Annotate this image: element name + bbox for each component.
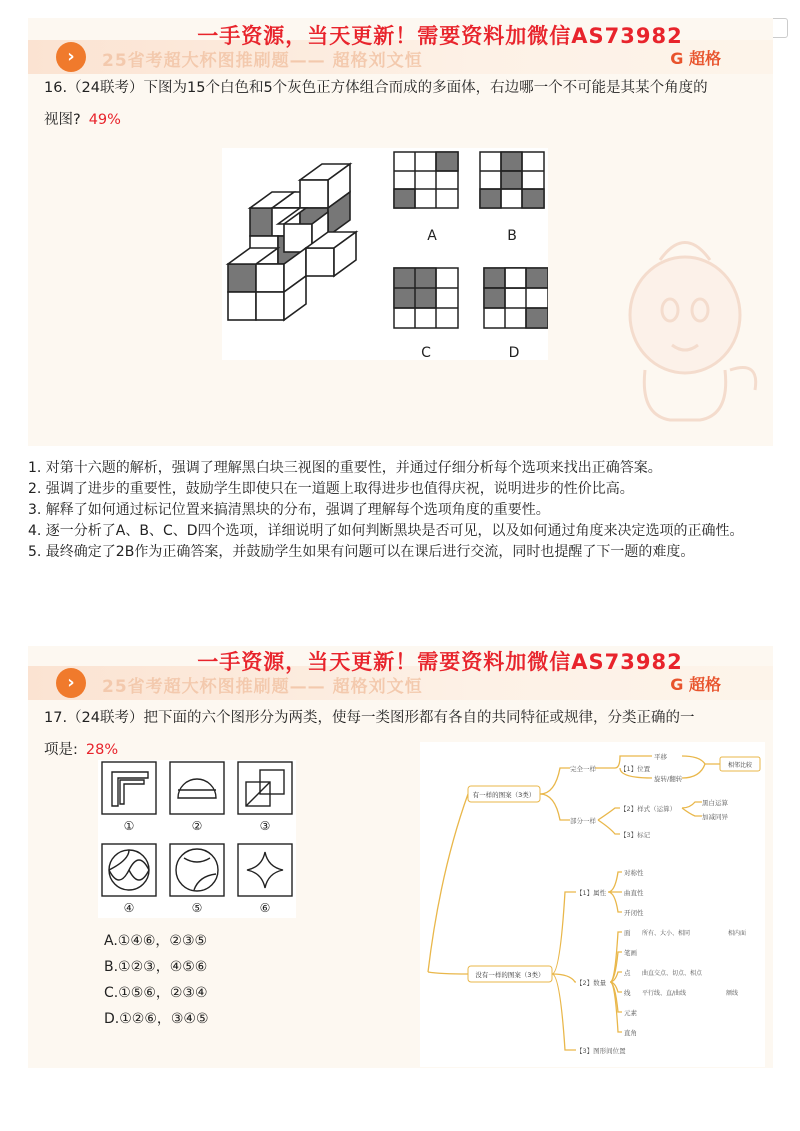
mindmap-node: 平行线、直/曲线 — [642, 990, 687, 997]
option-b[interactable]: B.①②③，④⑤⑥ — [104, 959, 208, 975]
arrow-icon: › — [56, 42, 86, 72]
figure-label: ① — [123, 819, 135, 833]
accuracy-rate: 49% — [88, 112, 121, 128]
mindmap-node: 完全一样 — [570, 765, 596, 773]
figure-label: ④ — [123, 901, 135, 915]
note-item: 5. 最终确定了2B作为正确答案，并鼓励学生如果有问题可以在课后进行交流，同时也提醒了下一题的难度。 — [28, 544, 695, 560]
question-16-text — [44, 72, 759, 136]
question-16-line2: 视图? — [44, 112, 81, 128]
mindmap-node: 曲直交点、切点、相点 — [642, 970, 703, 977]
mindmap-node: 没有一样的图案（3类） — [475, 971, 545, 979]
mindmap-node: 点 — [624, 969, 631, 977]
mindmap-node: 旋转/翻转 — [654, 775, 683, 783]
mindmap-node: 所有、大小、相同 — [642, 930, 691, 937]
ad-text: 一手资源，当天更新！需要资料加微信AS73982 — [197, 24, 683, 48]
mindmap-node: 黑白运算 — [702, 799, 728, 807]
six-figures — [98, 760, 296, 918]
mindmap-node: 额线 — [726, 990, 739, 997]
question-16-line1: 16.（24联考）下图为15个白色和5个灰色正方体组合而成的多面体，右边哪一个不可能是其某个角度的 — [44, 80, 708, 96]
mindmap-node: 元素 — [624, 1009, 637, 1017]
mindmap-node: 【1】位置 — [620, 765, 651, 773]
polycube-drawing — [228, 164, 356, 320]
mindmap-node: 【1】属性 — [576, 889, 607, 897]
option-a[interactable]: A.①④⑥，②③⑤ — [104, 933, 208, 949]
option-a-label: A — [427, 228, 437, 244]
question-17-line2: 项是: — [44, 742, 78, 758]
note-item: 3. 解释了如何通过标记位置来搞清黑块的分布，强调了理解每个选项角度的重要性。 — [28, 502, 550, 518]
summary-notes — [28, 458, 778, 563]
mindmap-node: 开闭性 — [624, 909, 644, 917]
mindmap-node: 线 — [624, 989, 631, 997]
cube-figure — [222, 148, 548, 360]
question-17-line1: 17.（24联考）把下面的六个图形分为两类，使每一类图形都有各自的共同特征或规律，分类正确的一 — [44, 710, 695, 726]
figure-label: ③ — [259, 819, 271, 833]
mindmap-node: 【2】样式（运算） — [620, 805, 677, 813]
option-d-label: D — [508, 345, 520, 360]
mindmap-node: 【2】数量 — [576, 979, 607, 987]
option-c-grid — [394, 268, 458, 328]
note-item: 2. 强调了进步的重要性，鼓励学生即使只在一道题上取得进步也值得庆祝，说明进步的性价比高。 — [28, 481, 634, 497]
mindmap-node: 【3】标记 — [620, 831, 651, 839]
mindmap-node: 相内面 — [728, 930, 747, 937]
note-item: 4. 逐一分析了A、B、C、D四个选项，详细说明了如何判断黑块是否可见，以及如何通过角度来决定选项的正确性。 — [28, 523, 744, 539]
mindmap-node: 相邻比较 — [727, 762, 753, 769]
mindmap-node: 面 — [624, 929, 631, 937]
mindmap-node: 有一样的图案（3类） — [472, 791, 536, 799]
ad-text: 一手资源，当天更新！需要资料加微信AS73982 — [197, 650, 683, 674]
figure-label: ⑥ — [259, 901, 271, 915]
mindmap-node: 对称性 — [624, 869, 644, 877]
option-b-label: B — [507, 228, 517, 244]
option-c[interactable]: C.①⑤⑥，②③④ — [104, 985, 208, 1001]
banner-title: 25省考超大杯图推刷题—— 超格刘文恒 — [102, 51, 423, 71]
figure-label: ⑤ — [191, 901, 203, 915]
mindmap-node: 直角 — [624, 1029, 637, 1037]
mindmap-node: 笔画 — [624, 949, 637, 957]
option-d[interactable]: D.①②⑥，③④⑤ — [104, 1011, 209, 1027]
brand-logo: G 超格 — [670, 49, 721, 68]
mindmap-node: 平移 — [654, 753, 667, 761]
mascot-icon — [600, 220, 770, 430]
arrow-icon: › — [56, 668, 86, 698]
option-b-grid — [480, 152, 544, 208]
option-a-grid — [394, 152, 458, 208]
note-item: 1. 对第十六题的解析，强调了理解黑白块三视图的重要性，并通过仔细分析每个选项来找出正确答案。 — [28, 460, 662, 476]
mindmap-node: 【3】图形间位置 — [576, 1047, 626, 1055]
option-d-grid — [484, 268, 548, 328]
accuracy-rate: 28% — [85, 742, 119, 758]
brand-logo: G 超格 — [670, 675, 721, 694]
figure-label: ② — [191, 819, 203, 833]
mindmap-node: 部分一样 — [570, 817, 596, 825]
option-c-label: C — [421, 345, 431, 360]
mindmap-node: 曲直性 — [624, 889, 644, 897]
answer-options — [104, 928, 209, 1032]
banner-title: 25省考超大杯图推刷题—— 超格刘文恒 — [102, 677, 423, 697]
mindmap-node: 加减同异 — [702, 813, 728, 821]
mind-map — [420, 742, 765, 1067]
